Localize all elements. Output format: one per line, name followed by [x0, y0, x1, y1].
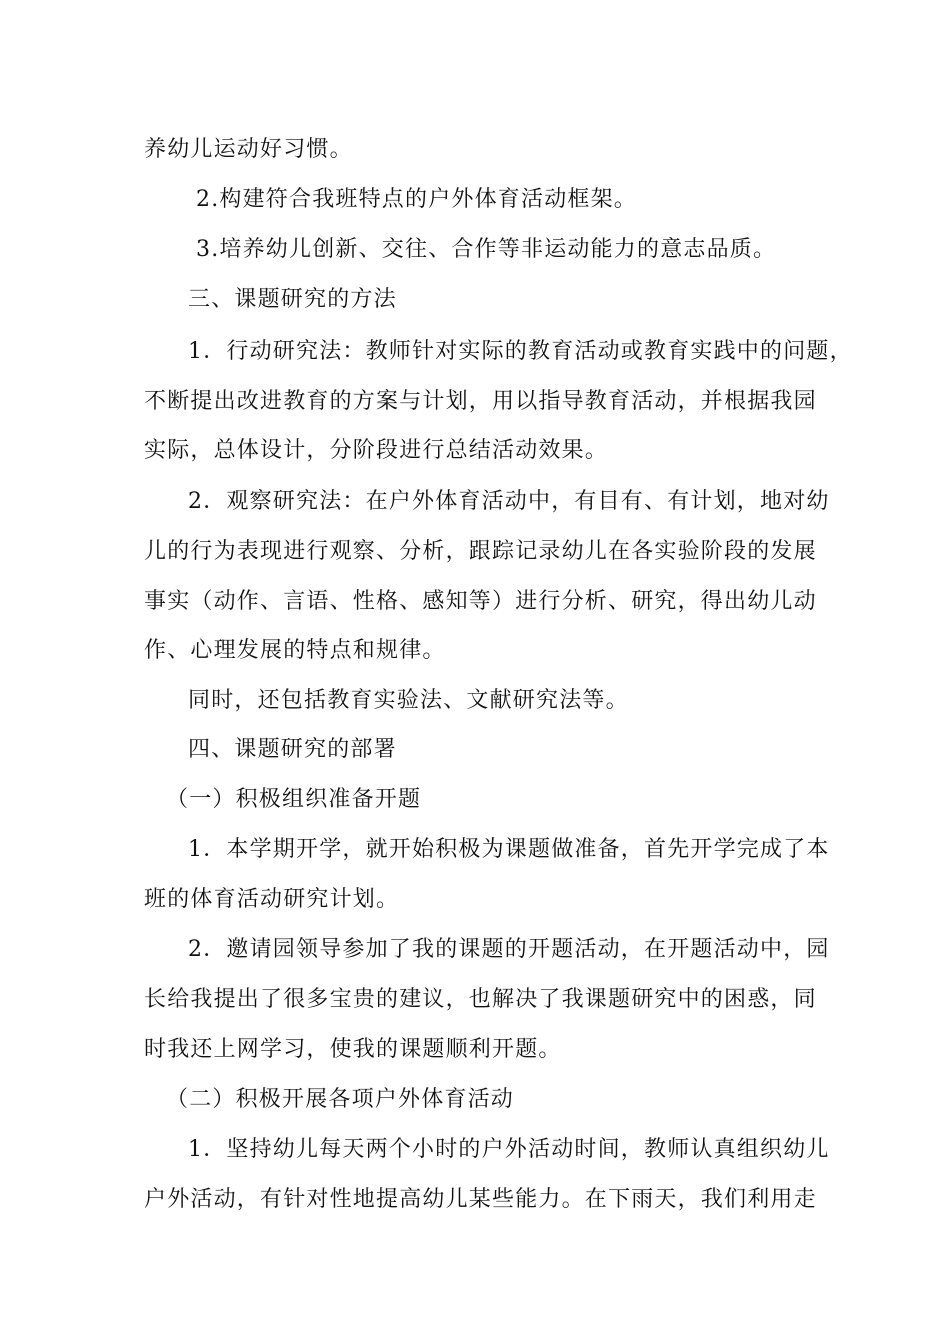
- paragraph-line: 不断提出改进教育的方案与计划，用以指导教育活动，并根据我园: [144, 389, 817, 414]
- subsection-heading: （一）积极组织准备开题: [166, 787, 422, 812]
- paragraph-line: 1．本学期开学，就开始积极为课题做准备，首先开学完成了本: [188, 837, 830, 862]
- paragraph-line: 2．观察研究法：在户外体育活动中，有目有、有计划，地对幼: [188, 489, 830, 514]
- paragraph-line: 作、心理发展的特点和规律。: [144, 638, 446, 663]
- paragraph-line: 3.培养幼儿创新、交往、合作等非运动能力的意志品质。: [196, 237, 777, 262]
- paragraph-line: 实际，总体设计，分阶段进行总结活动效果。: [144, 438, 609, 463]
- paragraph-line: 养幼儿运动好习惯。: [144, 137, 353, 162]
- paragraph-line: 同时，还包括教育实验法、文献研究法等。: [188, 688, 629, 713]
- paragraph-line: 2.构建符合我班特点的户外体育活动框架。: [196, 187, 637, 212]
- paragraph-line: 1．坚持幼儿每天两个小时的户外活动时间，教师认真组织幼儿: [188, 1137, 830, 1162]
- paragraph-line: 儿的行为表现进行观察、分析，跟踪记录幼儿在各实验阶段的发展: [144, 539, 817, 564]
- paragraph-line: 时我还上网学习，使我的课题顺利开题。: [144, 1037, 562, 1062]
- section-heading: 四、课题研究的部署: [188, 737, 397, 762]
- section-heading: 三、课题研究的方法: [188, 287, 397, 312]
- paragraph-line: 2．邀请园领导参加了我的课题的开题活动，在开题活动中，园: [188, 937, 830, 962]
- paragraph-line: 事实（动作、言语、性格、感知等）进行分析、研究，得出幼儿动: [144, 589, 817, 614]
- paragraph-line: 1．行动研究法：教师针对实际的教育活动或教育实践中的问题，: [188, 339, 853, 364]
- paragraph-line: 班的体育活动研究计划。: [144, 887, 400, 912]
- paragraph-line: 户外活动，有针对性地提高幼儿某些能力。在下雨天，我们利用走: [144, 1187, 817, 1212]
- paragraph-line: 长给我提出了很多宝贵的建议，也解决了我课题研究中的困惑，同: [144, 987, 817, 1012]
- subsection-heading: （二）积极开展各项户外体育活动: [166, 1087, 515, 1112]
